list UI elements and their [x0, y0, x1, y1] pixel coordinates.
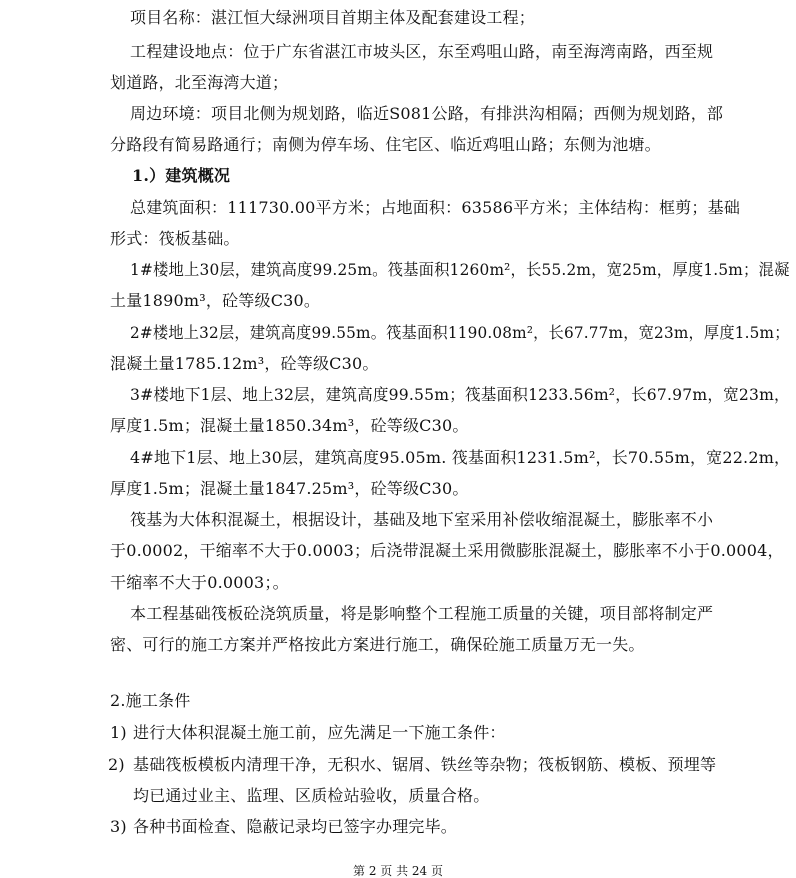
condition-item-2-text-line-2: 均已通过业主、监理、区质检站验收，质量合格。 — [133, 786, 490, 805]
condition-item-1-text: 进行大体积混凝土施工前，应先满足一下施工条件： — [133, 723, 506, 742]
raft-concrete-line-2: 于0.0002，干缩率不大于0.0003；后浇带混凝土采用微膨胀混凝土，膨胀率不小于0.0004， — [110, 541, 784, 560]
building-4-line-2: 厚度1.5m；混凝土量1847.25m³，砼等级C30。 — [110, 479, 469, 498]
building-3-line-2: 厚度1.5m；混凝土量1850.34m³，砼等级C30。 — [110, 416, 469, 435]
raft-concrete-line-3: 干缩率不大于0.0003；。 — [110, 573, 289, 592]
building-4-line-1: 4#地下1层、地上30层，建筑高度95.05m. 筏基面积1231.5m²，长70.55m，宽22.2m， — [130, 448, 791, 467]
project-name-line: 项目名称：湛江恒大绿洲项目首期主体及配套建设工程； — [130, 8, 536, 27]
condition-item-2-number: 2) — [108, 755, 125, 774]
quality-line-1: 本工程基础筏板砼浇筑质量，将是影响整个工程施工质量的关键，项目部将制定严 — [130, 604, 714, 623]
construction-conditions-heading: 2.施工条件 — [110, 691, 191, 710]
building-summary-line-1: 总建筑面积：111730.00平方米；占地面积：63586平方米；主体结构：框剪；基础 — [130, 198, 741, 217]
quality-line-2: 密、可行的施工方案并严格按此方案进行施工，确保砼施工质量万无一失。 — [110, 635, 645, 654]
building-2-line-1: 2#楼地上32层，建筑高度99.55m。筏基面积1190.08m²，长67.77m，宽23m，厚度1.5m； — [130, 323, 790, 342]
condition-item-3-number: 3) — [110, 817, 127, 836]
project-surroundings-line-1: 周边环境：项目北侧为规划路，临近S081公路，有排洪沟相隔；西侧为规划路，部 — [130, 104, 724, 123]
page-footer-number: 第 2 页 共 24 页 — [353, 864, 443, 878]
project-surroundings-line-2: 分路段有简易路通行；南侧为停车场、住宅区、临近鸡咀山路；东侧为池塘。 — [110, 135, 661, 154]
project-location-line-2: 划道路，北至海湾大道； — [110, 73, 289, 92]
condition-item-2-text-line-1: 基础筏板模板内清理干净，无积水、锯屑、铁丝等杂物；筏板钢筋、模板、预埋等 — [133, 755, 717, 774]
building-1-line-1: 1#楼地上30层，建筑高度99.25m。筏基面积1260m²，长55.2m，宽25m，厚度1.5m；混凝 — [130, 260, 790, 279]
building-2-line-2: 混凝土量1785.12m³，砼等级C30。 — [110, 354, 379, 373]
building-overview-heading: 1.）建筑概况 — [132, 166, 231, 185]
condition-item-3-text: 各种书面检查、隐蔽记录均已签字办理完毕。 — [133, 817, 458, 836]
raft-concrete-line-1: 筏基为大体积混凝土，根据设计，基础及地下室采用补偿收缩混凝土，膨胀率不小 — [130, 510, 714, 529]
building-1-line-2: 土量1890m³，砼等级C30。 — [110, 291, 321, 310]
condition-item-1-number: 1) — [110, 723, 127, 742]
project-location-line-1: 工程建设地点：位于广东省湛江市坡头区，东至鸡咀山路，南至海湾南路，西至规 — [130, 42, 714, 61]
building-summary-line-2: 形式：筏板基础。 — [110, 229, 240, 248]
building-3-line-1: 3#楼地下1层、地上32层，建筑高度99.55m；筏基面积1233.56m²，长67.97m，宽23m， — [130, 385, 790, 404]
